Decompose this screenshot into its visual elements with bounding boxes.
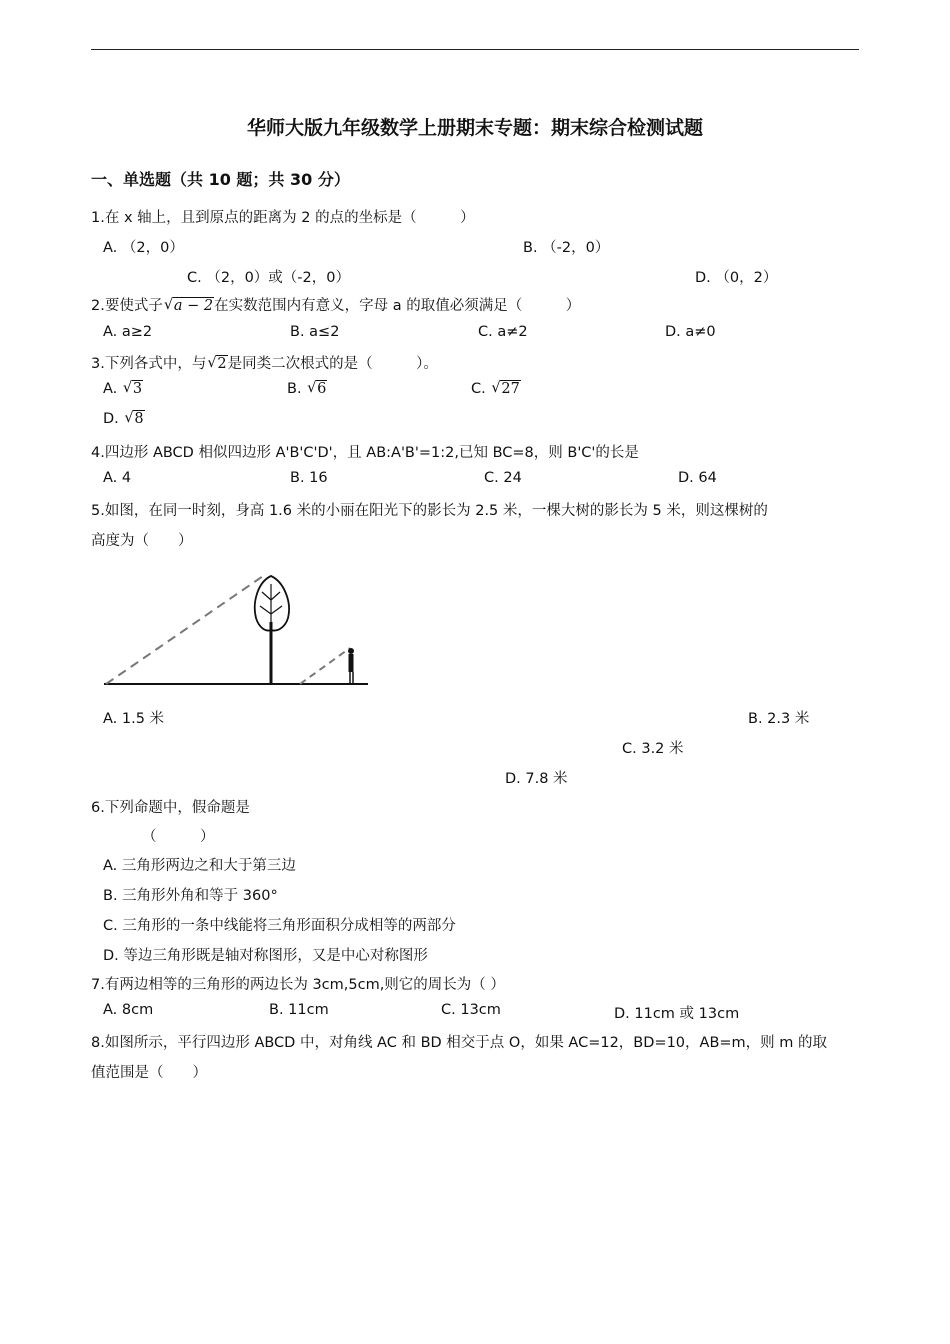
- question-1-option-a[interactable]: A. （2，0）: [103, 240, 184, 256]
- question-5-option-a[interactable]: A. 1.5 米: [103, 711, 165, 727]
- question-3-option-b[interactable]: B. √ 6: [287, 380, 327, 397]
- tree-shadow-ray: [106, 574, 266, 684]
- question-4-option-d[interactable]: D. 64: [678, 470, 717, 486]
- question-3-option-d[interactable]: D. √ 8: [103, 410, 144, 427]
- question-4-option-b[interactable]: B. 16: [290, 470, 328, 486]
- question-7-option-b[interactable]: B. 11cm: [269, 1002, 329, 1018]
- question-6-paren: （ ）: [142, 829, 215, 845]
- question-7-option-a[interactable]: A. 8cm: [103, 1002, 154, 1018]
- question-6-option-c[interactable]: C. 三角形的一条中线能将三角形面积分成相等的两部分: [103, 918, 456, 934]
- sqrt-a-minus-2: √ a − 2: [163, 297, 214, 314]
- sqrt-2: √ 2: [207, 355, 227, 372]
- tree-branches: [260, 584, 282, 628]
- question-2-stem-post: 在实数范围内有意义，字母 a 的取值必须满足（ ）: [214, 298, 581, 314]
- question-5-option-b[interactable]: B. 2.3 米: [748, 711, 810, 727]
- question-1-option-b[interactable]: B. （-2，0）: [523, 240, 610, 256]
- question-3-stem-pre: 3.下列各式中，与: [91, 356, 207, 372]
- girl-shadow-ray: [300, 648, 350, 684]
- question-3-option-a[interactable]: A. √ 3: [103, 380, 143, 397]
- question-6-option-a[interactable]: A. 三角形两边之和大于第三边: [103, 858, 296, 874]
- question-1-stem: 1.在 x 轴上，且到原点的距离为 2 的点的坐标是（ ）: [91, 210, 475, 226]
- question-5-option-c[interactable]: C. 3.2 米: [622, 741, 684, 757]
- question-2-option-d[interactable]: D. a≠0: [665, 324, 716, 340]
- question-6-option-b[interactable]: B. 三角形外角和等于 360°: [103, 888, 278, 904]
- question-3-stem-post: 是同类二次根式的是（ ）。: [227, 356, 438, 372]
- question-7-option-c[interactable]: C. 13cm: [441, 1002, 501, 1018]
- header-rule: [91, 49, 859, 50]
- question-1-option-d[interactable]: D. （0，2）: [695, 270, 778, 286]
- question-8-stem-line2: 值范围是（ ）: [91, 1065, 207, 1081]
- question-6-option-d[interactable]: D. 等边三角形既是轴对称图形，又是中心对称图形: [103, 948, 428, 964]
- question-2-option-c[interactable]: C. a≠2: [478, 324, 528, 340]
- question-2-stem-pre: 2.要使式子: [91, 298, 163, 314]
- question-3-stem: [91, 352, 438, 373]
- question-2-stem: [91, 294, 580, 315]
- question-1-option-c[interactable]: C. （2，0）或（-2，0）: [187, 270, 350, 286]
- question-3-option-c[interactable]: C. √ 27: [471, 380, 520, 397]
- page-title: 华师大版九年级数学上册期末专题：期末综合检测试题: [246, 117, 703, 139]
- question-4-option-a[interactable]: A. 4: [103, 470, 132, 486]
- question-2-option-a[interactable]: A. a≥2: [103, 324, 153, 340]
- question-7-option-d[interactable]: D. 11cm 或 13cm: [614, 1006, 740, 1022]
- question-5-option-d[interactable]: D. 7.8 米: [505, 771, 568, 787]
- section-heading: 一、单选题（共 10 题；共 30 分）: [91, 170, 350, 189]
- shadow-figure: [100, 570, 375, 692]
- question-4-stem: 4.四边形 ABCD 相似四边形 A'B'C'D'，且 AB:A'B'=1:2,已知 BC=8，则 B'C'的长是: [91, 445, 639, 461]
- question-5-stem-line1: 5.如图，在同一时刻，身高 1.6 米的小丽在阳光下的影长为 2.5 米，一棵大树的影长为 5 米，则这棵树的: [91, 503, 768, 519]
- question-8-stem-line1: 8.如图所示，平行四边形 ABCD 中，对角线 AC 和 BD 相交于点 O，如果 AC=12，BD=10，AB=m，则 m 的取: [91, 1035, 828, 1051]
- question-6-stem: 6.下列命题中，假命题是: [91, 800, 250, 816]
- question-7-stem: 7.有两边相等的三角形的两边长为 3cm,5cm,则它的周长为（ ）: [91, 977, 505, 993]
- girl-head: [348, 648, 354, 654]
- question-5-stem-line2: 高度为（ ）: [91, 533, 193, 549]
- girl-body: [349, 654, 354, 672]
- question-4-option-c[interactable]: C. 24: [484, 470, 522, 486]
- question-2-option-b[interactable]: B. a≤2: [290, 324, 340, 340]
